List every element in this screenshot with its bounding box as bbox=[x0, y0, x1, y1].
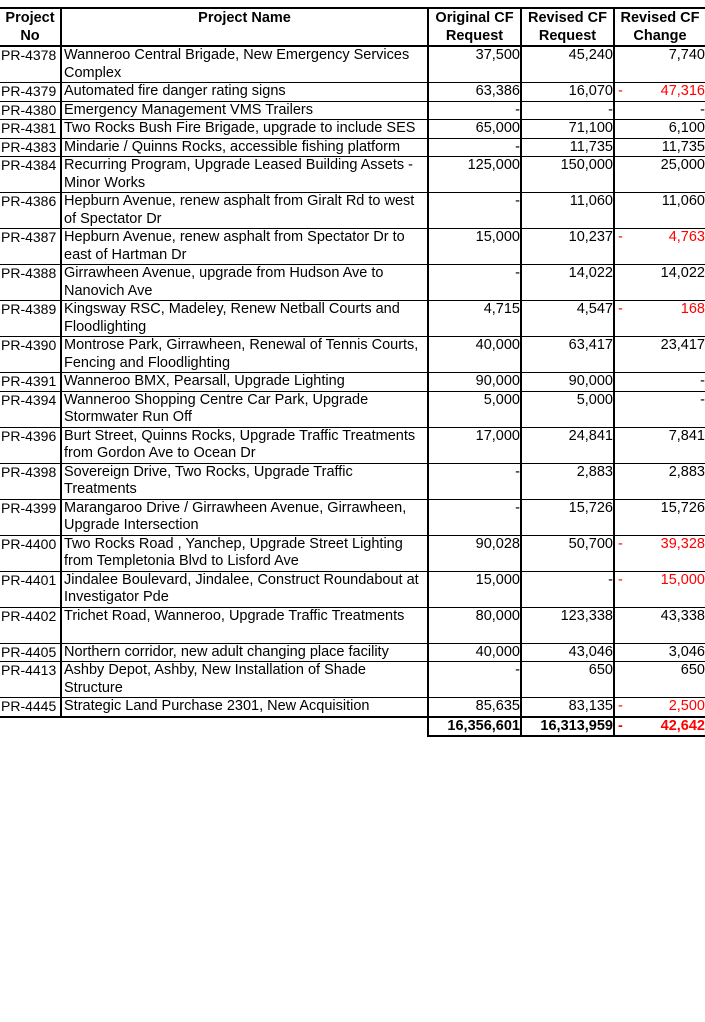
project-no: PR-4388 bbox=[0, 265, 61, 301]
revised-cf-request: - bbox=[521, 571, 614, 607]
revised-cf-change: - 47,316 bbox=[614, 83, 705, 102]
revised-cf-change: 14,022 bbox=[614, 265, 705, 301]
original-cf-request: 4,715 bbox=[428, 301, 521, 337]
total-change: - 42,642 bbox=[614, 717, 705, 737]
revised-cf-change: 3,046 bbox=[614, 643, 705, 662]
table-row bbox=[0, 46, 705, 83]
project-name: Recurring Program, Upgrade Leased Building Assets - Minor Works bbox=[61, 157, 428, 193]
project-no: PR-4401 bbox=[0, 571, 61, 607]
project-name: Girrawheen Avenue, upgrade from Hudson Ave to Nanovich Ave bbox=[61, 265, 428, 301]
table-row bbox=[0, 698, 705, 717]
carry-forward-table bbox=[0, 7, 705, 737]
project-name: Montrose Park, Girrawheen, Renewal of Tennis Courts, Fencing and Floodlighting bbox=[61, 337, 428, 373]
revised-cf-change: - 2,500 bbox=[614, 698, 705, 717]
revised-cf-change: - bbox=[614, 391, 705, 427]
original-cf-request: 40,000 bbox=[428, 643, 521, 662]
revised-cf-request: - bbox=[521, 101, 614, 120]
header-revised-cf-request: Revised CF Request bbox=[521, 8, 614, 46]
table-row bbox=[0, 157, 705, 193]
negative-marker: - bbox=[618, 229, 623, 245]
project-name: Jindalee Boulevard, Jindalee, Construct Roundabout at Investigator Pde bbox=[61, 571, 428, 607]
header-project-name: Project Name bbox=[61, 8, 428, 46]
table-row bbox=[0, 662, 705, 698]
revised-cf-request: 90,000 bbox=[521, 373, 614, 392]
project-no: PR-4389 bbox=[0, 301, 61, 337]
table-row bbox=[0, 571, 705, 607]
total-original: 16,356,601 bbox=[428, 717, 521, 737]
project-no: PR-4396 bbox=[0, 427, 61, 463]
table-row bbox=[0, 427, 705, 463]
project-no: PR-4386 bbox=[0, 193, 61, 229]
negative-marker: - bbox=[618, 301, 623, 317]
revised-cf-request: 50,700 bbox=[521, 535, 614, 571]
project-name: Two Rocks Bush Fire Brigade, upgrade to include SES bbox=[61, 120, 428, 139]
revised-cf-change: 15,726 bbox=[614, 499, 705, 535]
revised-cf-change: 25,000 bbox=[614, 157, 705, 193]
project-name: Strategic Land Purchase 2301, New Acquisition bbox=[61, 698, 428, 717]
project-name: Kingsway RSC, Madeley, Renew Netball Courts and Floodlighting bbox=[61, 301, 428, 337]
revised-cf-change: 7,841 bbox=[614, 427, 705, 463]
negative-marker: - bbox=[618, 83, 623, 99]
original-cf-request: - bbox=[428, 499, 521, 535]
project-no: PR-4379 bbox=[0, 83, 61, 102]
revised-cf-request: 10,237 bbox=[521, 229, 614, 265]
table-row bbox=[0, 463, 705, 499]
revised-cf-change: 43,338 bbox=[614, 607, 705, 643]
project-name: Two Rocks Road , Yanchep, Upgrade Street Lighting from Templetonia Blvd to Lisford Ave bbox=[61, 535, 428, 571]
original-cf-request: - bbox=[428, 101, 521, 120]
original-cf-request: 40,000 bbox=[428, 337, 521, 373]
table-row bbox=[0, 265, 705, 301]
revised-cf-change: - 168 bbox=[614, 301, 705, 337]
original-cf-request: 37,500 bbox=[428, 46, 521, 83]
project-name: Burt Street, Quinns Rocks, Upgrade Traffic Treatments from Gordon Ave to Ocean Dr bbox=[61, 427, 428, 463]
original-cf-request: - bbox=[428, 662, 521, 698]
project-name: Mindarie / Quinns Rocks, accessible fishing platform bbox=[61, 138, 428, 157]
project-no: PR-4390 bbox=[0, 337, 61, 373]
project-no: PR-4381 bbox=[0, 120, 61, 139]
project-no: PR-4387 bbox=[0, 229, 61, 265]
table-row bbox=[0, 229, 705, 265]
project-no: PR-4380 bbox=[0, 101, 61, 120]
revised-cf-change: 650 bbox=[614, 662, 705, 698]
revised-cf-change: - bbox=[614, 101, 705, 120]
revised-cf-request: 15,726 bbox=[521, 499, 614, 535]
revised-cf-change: 6,100 bbox=[614, 120, 705, 139]
revised-cf-request: 5,000 bbox=[521, 391, 614, 427]
revised-cf-request: 63,417 bbox=[521, 337, 614, 373]
project-name: Emergency Management VMS Trailers bbox=[61, 101, 428, 120]
project-no: PR-4413 bbox=[0, 662, 61, 698]
project-name: Wanneroo Central Brigade, New Emergency Services Complex bbox=[61, 46, 428, 83]
revised-cf-request: 83,135 bbox=[521, 698, 614, 717]
original-cf-request: - bbox=[428, 265, 521, 301]
header-revised-cf-change: Revised CF Change bbox=[614, 8, 705, 46]
original-cf-request: 63,386 bbox=[428, 83, 521, 102]
revised-cf-request: 650 bbox=[521, 662, 614, 698]
negative-marker: - bbox=[618, 535, 623, 552]
table-row bbox=[0, 535, 705, 571]
revised-cf-change: - 39,328 bbox=[614, 535, 705, 571]
original-cf-request: 17,000 bbox=[428, 427, 521, 463]
table-row bbox=[0, 337, 705, 373]
table-row bbox=[0, 138, 705, 157]
negative-marker: - bbox=[618, 717, 623, 734]
revised-cf-change: 2,883 bbox=[614, 463, 705, 499]
revised-cf-request: 45,240 bbox=[521, 46, 614, 83]
table-row bbox=[0, 643, 705, 662]
project-no: PR-4398 bbox=[0, 463, 61, 499]
project-name: Northern corridor, new adult changing place facility bbox=[61, 643, 428, 662]
project-no: PR-4394 bbox=[0, 391, 61, 427]
project-no: PR-4399 bbox=[0, 499, 61, 535]
original-cf-request: 125,000 bbox=[428, 157, 521, 193]
project-name: Hepburn Avenue, renew asphalt from Spectator Dr to east of Hartman Dr bbox=[61, 229, 428, 265]
total-revised: 16,313,959 bbox=[521, 717, 614, 737]
original-cf-request: - bbox=[428, 138, 521, 157]
table-row bbox=[0, 391, 705, 427]
original-cf-request: 15,000 bbox=[428, 229, 521, 265]
revised-cf-request: 14,022 bbox=[521, 265, 614, 301]
project-name: Hepburn Avenue, renew asphalt from Giralt Rd to west of Spectator Dr bbox=[61, 193, 428, 229]
project-name: Wanneroo BMX, Pearsall, Upgrade Lighting bbox=[61, 373, 428, 392]
project-name: Sovereign Drive, Two Rocks, Upgrade Traffic Treatments bbox=[61, 463, 428, 499]
project-name: Automated fire danger rating signs bbox=[61, 83, 428, 102]
header-original-cf-request: Original CF Request bbox=[428, 8, 521, 46]
revised-cf-request: 150,000 bbox=[521, 157, 614, 193]
original-cf-request: 5,000 bbox=[428, 391, 521, 427]
header-row bbox=[0, 8, 705, 46]
project-no: PR-4402 bbox=[0, 607, 61, 643]
table-row bbox=[0, 499, 705, 535]
revised-cf-change: 11,735 bbox=[614, 138, 705, 157]
revised-cf-request: 4,547 bbox=[521, 301, 614, 337]
revised-cf-change: 23,417 bbox=[614, 337, 705, 373]
revised-cf-change: 7,740 bbox=[614, 46, 705, 83]
revised-cf-request: 71,100 bbox=[521, 120, 614, 139]
revised-cf-request: 123,338 bbox=[521, 607, 614, 643]
revised-cf-change: 11,060 bbox=[614, 193, 705, 229]
original-cf-request: 90,028 bbox=[428, 535, 521, 571]
table-row bbox=[0, 120, 705, 139]
project-name: Ashby Depot, Ashby, New Installation of Shade Structure bbox=[61, 662, 428, 698]
project-no: PR-4391 bbox=[0, 373, 61, 392]
table-row bbox=[0, 607, 705, 643]
revised-cf-change: - 4,763 bbox=[614, 229, 705, 265]
negative-marker: - bbox=[618, 571, 623, 588]
revised-cf-request: 11,735 bbox=[521, 138, 614, 157]
project-no: PR-4383 bbox=[0, 138, 61, 157]
project-name: Wanneroo Shopping Centre Car Park, Upgrade Stormwater Run Off bbox=[61, 391, 428, 427]
table-row bbox=[0, 301, 705, 337]
revised-cf-request: 24,841 bbox=[521, 427, 614, 463]
negative-marker: - bbox=[618, 698, 623, 714]
revised-cf-request: 16,070 bbox=[521, 83, 614, 102]
revised-cf-change: - 15,000 bbox=[614, 571, 705, 607]
original-cf-request: - bbox=[428, 193, 521, 229]
project-name: Trichet Road, Wanneroo, Upgrade Traffic Treatments bbox=[61, 607, 428, 643]
original-cf-request: 80,000 bbox=[428, 607, 521, 643]
original-cf-request: 65,000 bbox=[428, 120, 521, 139]
table-row bbox=[0, 193, 705, 229]
original-cf-request: 85,635 bbox=[428, 698, 521, 717]
revised-cf-change: - bbox=[614, 373, 705, 392]
project-no: PR-4384 bbox=[0, 157, 61, 193]
revised-cf-request: 11,060 bbox=[521, 193, 614, 229]
project-no: PR-4400 bbox=[0, 535, 61, 571]
header-project-no: Project No bbox=[0, 8, 61, 46]
totals-row bbox=[0, 717, 705, 737]
revised-cf-request: 2,883 bbox=[521, 463, 614, 499]
table-row bbox=[0, 373, 705, 392]
table-row bbox=[0, 101, 705, 120]
original-cf-request: 15,000 bbox=[428, 571, 521, 607]
project-name: Marangaroo Drive / Girrawheen Avenue, Girrawheen, Upgrade Intersection bbox=[61, 499, 428, 535]
table-row bbox=[0, 83, 705, 102]
original-cf-request: - bbox=[428, 463, 521, 499]
project-no: PR-4405 bbox=[0, 643, 61, 662]
original-cf-request: 90,000 bbox=[428, 373, 521, 392]
project-no: PR-4378 bbox=[0, 46, 61, 83]
revised-cf-request: 43,046 bbox=[521, 643, 614, 662]
project-no: PR-4445 bbox=[0, 698, 61, 717]
